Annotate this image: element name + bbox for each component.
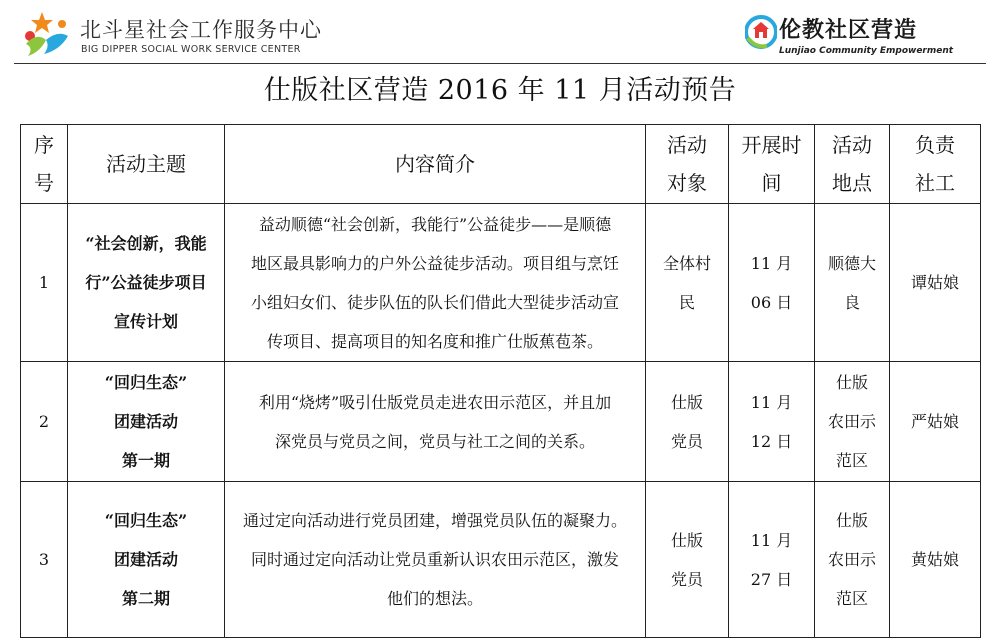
row-seq: 3: [21, 482, 68, 638]
header-target: 活动 对象: [646, 125, 729, 204]
header-divider: [14, 63, 986, 64]
row-content: 益动顺德“社会创新，我能行”公益徒步——是顺德 地区最具影响力的户外公益徒步活动。项目组与烹饪 小组妇女们、徒步队伍的队长们借此大型徒步活动宣 传项目、提高项目的知名度和推广仕版蕉苞茶。: [225, 204, 646, 362]
row-topic: “回归生态” 团建活动 第一期: [68, 362, 225, 482]
org-name-en: BIG DIPPER SOCIAL WORK SERVICE CENTER: [81, 44, 301, 55]
org-name-cn: 北斗星社会工作服务中心: [80, 18, 322, 42]
page-title: 仕版社区营造 2016 年 11 月活动预告: [263, 75, 737, 106]
row-owner: 严姑娘: [890, 362, 981, 482]
row-target: 仕版 党员: [646, 362, 729, 482]
table-row: [21, 482, 981, 638]
project-name-cn: 伦教社区营造: [779, 18, 918, 43]
project-name-en: Lunjiao Community Empowerment: [779, 46, 954, 56]
row-target: 全体村 民: [646, 204, 729, 362]
row-time: 11 月 27 日: [729, 482, 815, 638]
row-target: 仕版 党员: [646, 482, 729, 638]
row-seq: 2: [21, 362, 68, 482]
header-time: 开展时 间: [729, 125, 815, 204]
header-owner: 负责 社工: [890, 125, 981, 204]
header-content: 内容简介: [225, 125, 646, 204]
row-owner: 谭姑娘: [890, 204, 981, 362]
row-place: 仕版 农田示 范区: [815, 482, 890, 638]
header-topic: 活动主题: [68, 125, 225, 204]
row-content: 通过定向活动进行党员团建，增强党员队伍的凝聚力。 同时通过定向活动让党员重新认识农田示范区，激发 他们的想法。: [225, 482, 646, 638]
row-topic: “社会创新，我能 行”公益徒步项目 宣传计划: [68, 204, 225, 362]
header-seq: 序 号: [21, 125, 68, 204]
big-dipper-logo-icon: [22, 10, 72, 58]
row-seq: 1: [21, 204, 68, 362]
header-place: 活动 地点: [815, 125, 890, 204]
table-header-row: [21, 125, 981, 204]
page-header: [0, 0, 1000, 64]
table-row: [21, 204, 981, 362]
row-time: 11 月 06 日: [729, 204, 815, 362]
row-place: 顺德大 良: [815, 204, 890, 362]
row-content: 利用“烧烤”吸引仕版党员走进农田示范区，并且加 深党员与党员之间，党员与社工之间的关系。: [225, 362, 646, 482]
row-owner: 黄姑娘: [890, 482, 981, 638]
row-place: 仕版 农田示 范区: [815, 362, 890, 482]
row-topic: “回归生态” 团建活动 第二期: [68, 482, 225, 638]
activity-schedule-table: [20, 124, 981, 638]
row-time: 11 月 12 日: [729, 362, 815, 482]
project-logo: [745, 8, 975, 60]
table-row: [21, 362, 981, 482]
community-house-logo-icon: [745, 12, 777, 52]
org-logo: [22, 8, 322, 60]
